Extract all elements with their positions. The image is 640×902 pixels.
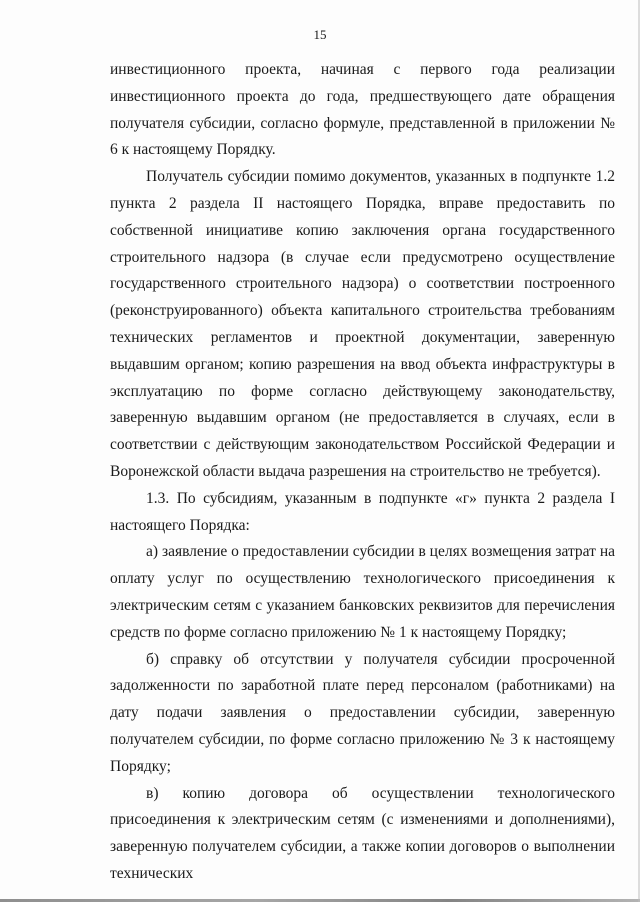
- page-number: 15: [313, 27, 327, 42]
- paragraph-item-v-contract-copy: в) копию договора об осуществлении технологического присоединения к электрическим сетям (с изменениями и дополнениями), заверенную получателем субсидии, а также копии договоров о выполнении технических: [110, 784, 615, 882]
- document-body: [110, 57, 615, 888]
- paragraph-item-a-application: а) заявление о предоставлении субсидии в целях возмещения затрат на оплату услуг по осуществлению технологического присоединения к электрическим сетям с указанием банковских реквизитов для перечисления средств по форме согласно приложению № 1 к настоящему Порядку;: [110, 543, 615, 641]
- paragraph-section-1-3-heading: 1.3. По субсидиям, указанным в подпункте «г» пункта 2 раздела I настоящего Порядка:: [110, 489, 615, 534]
- paragraph-investment-project-continuation: инвестиционного проекта, начиная с первого года реализации инвестиционного проекта до года, предшествующего дате обращения получателя субсидии, согласно формуле, представленной в приложении № 6 к настоящему Порядку.: [110, 61, 615, 159]
- paragraph-item-b-certificate: б) справку об отсутствии у получателя субсидии просроченной задолженности по заработной плате перед персоналом (работниками) на дату подачи заявления о предоставлении субсидии, заверенную получателем субсидии, по форме согласно приложению № 3 к настоящему Порядку;: [110, 650, 615, 775]
- paragraph-optional-documents: Получатель субсидии помимо документов, указанных в подпункте 1.2 пункта 2 раздела II настоящего Порядка, вправе предоставить по собственной инициативе копию заключения органа государственного строительного надзора (в случае если предусмотрено осуществление государственного строительного надзора) о соответствии построенного (реконструированного) объекта капитального строительства требованиям технических регламентов и проектной документации, заверенную выдавшим органом; копию разрешения на ввод объекта инфраструктуры в эксплуатацию по форме согласно действующему законодательству, заверенную выдавшим органом (не предоставляется в случаях, если в соответствии с действующим законодательством Российской Федерации и Воронежской области выдача разрешения на строительство не требуется).: [110, 168, 615, 480]
